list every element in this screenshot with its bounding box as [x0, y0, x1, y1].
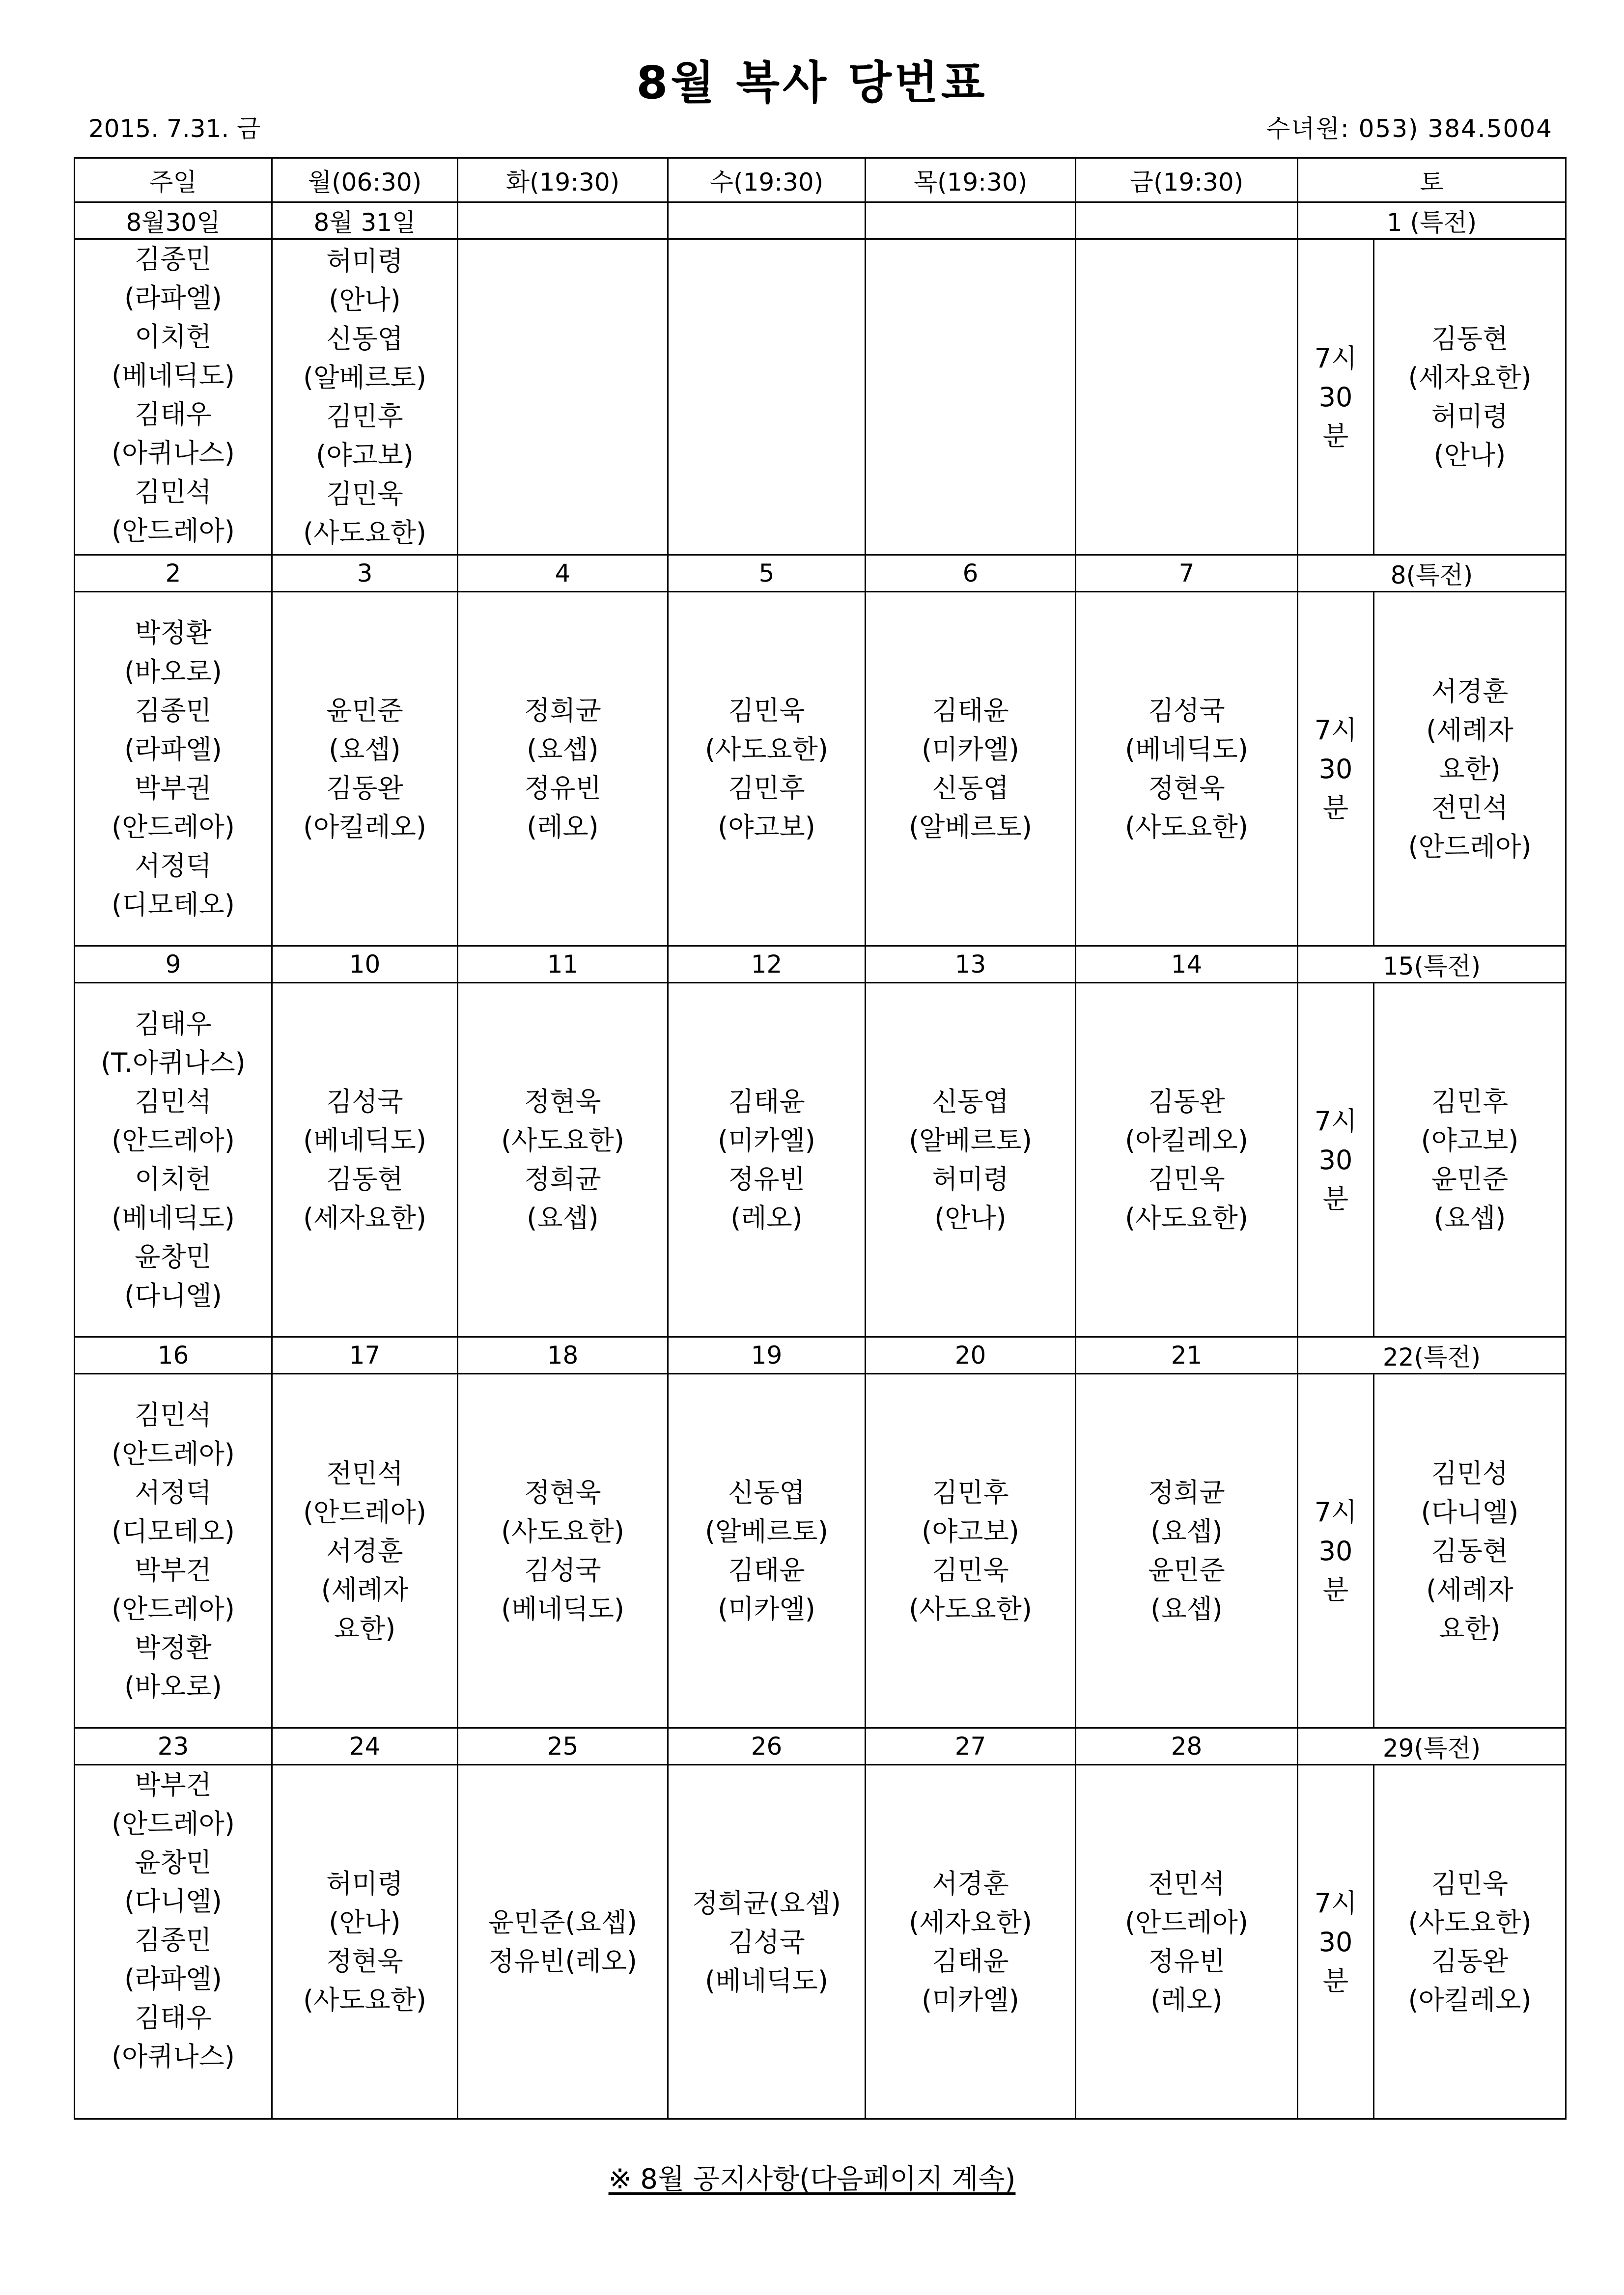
server-name-line: (야고보) — [718, 812, 815, 842]
date-cell: 19 — [668, 1337, 866, 1374]
server-name-line: 김태우 — [135, 2002, 212, 2033]
server-name-line: 윤창민 — [135, 1241, 212, 1272]
week-date-row — [75, 202, 1566, 239]
date-cell: 1 (특전) — [1298, 202, 1566, 239]
server-name-line: 서정덕 — [135, 1477, 212, 1508]
server-name-line: (안드레아) — [112, 1438, 235, 1469]
server-name-line: 정유빈(레오) — [488, 1946, 637, 1977]
server-name-line: (안드레아) — [303, 1496, 426, 1528]
date-cell: 10 — [272, 946, 458, 983]
server-name-line: (안드레아) — [112, 1808, 235, 1839]
assignment-cell — [1374, 1765, 1566, 2119]
server-name-line: 김성국 — [728, 1926, 805, 1958]
server-name-line: (레오) — [730, 1203, 803, 1233]
assignment-cell — [1076, 239, 1298, 555]
server-name-line: (라파엘) — [124, 282, 222, 313]
server-name-line: 김태우 — [135, 399, 212, 430]
assignment-cell — [1374, 592, 1566, 946]
assignment-cell — [866, 1765, 1076, 2119]
assignment-cell — [1076, 983, 1298, 1337]
assignment-cell — [458, 983, 668, 1337]
server-name-line: (미카엘) — [718, 1125, 815, 1156]
server-name-line: (안나) — [329, 284, 401, 315]
server-name-line: (베네딕도) — [112, 1203, 235, 1233]
date-cell: 25 — [458, 1728, 668, 1765]
assignment-cell — [272, 239, 458, 555]
assignment-cell — [866, 239, 1076, 555]
server-name-line: 김동완 — [1431, 1946, 1509, 1977]
assignment-cell — [272, 983, 458, 1337]
server-name-line: 김성국 — [1148, 695, 1225, 726]
server-name-line: (야고보) — [316, 440, 414, 471]
week-assignment-row — [75, 592, 1566, 946]
server-name-line: (레오) — [527, 812, 599, 842]
server-name-line: 김민욱 — [728, 695, 805, 726]
time-text: 30 — [1318, 1144, 1353, 1175]
date-cell: 24 — [272, 1728, 458, 1765]
server-name-line: 허미령 — [326, 1868, 403, 1899]
server-name-line: (사도요한) — [501, 1125, 624, 1156]
header-tuesday: 화(19:30) — [458, 158, 668, 202]
assignment-cell — [668, 239, 866, 555]
server-name-line: 서경훈 — [932, 1868, 1009, 1899]
server-name-line: 서경훈 — [1431, 675, 1509, 707]
server-name-line: (안드레아) — [112, 812, 235, 842]
server-name-line: 신동엽 — [728, 1477, 805, 1508]
server-name-line: (알베르토) — [909, 1125, 1032, 1156]
date-cell: 9 — [75, 946, 272, 983]
assignment-cell — [75, 239, 272, 555]
server-name-line: 김태윤 — [932, 695, 1009, 726]
server-name-line: 김종민 — [135, 695, 212, 726]
server-name-line: (아킬레오) — [303, 812, 426, 842]
time-text: 7시 — [1314, 714, 1357, 746]
header-wednesday: 수(19:30) — [668, 158, 866, 202]
server-name-line: 정유빈 — [1148, 1946, 1225, 1977]
server-name-line: 김민욱 — [1431, 1868, 1509, 1899]
assignment-cell — [668, 592, 866, 946]
server-name-line: 전민석 — [326, 1457, 403, 1489]
server-name-line: (사도요한) — [303, 517, 426, 548]
saturday-time-cell — [1298, 239, 1374, 555]
week-assignment-row — [75, 1374, 1566, 1728]
server-name-line: (요셉) — [527, 734, 599, 765]
date-cell: 27 — [866, 1728, 1076, 1765]
date-cell: 29(특전) — [1298, 1728, 1566, 1765]
server-name-line: (디모테오) — [112, 889, 235, 920]
server-name-line: (안드레아) — [112, 1594, 235, 1624]
assignment-cell — [866, 983, 1076, 1337]
server-name-line: (베네딕도) — [303, 1125, 426, 1156]
date-cell: 17 — [272, 1337, 458, 1374]
server-name-line: 김민후 — [932, 1477, 1009, 1508]
server-name-line: 정현욱 — [326, 1946, 403, 1977]
time-text: 7시 — [1314, 1887, 1357, 1919]
server-name-line: 김동현 — [1431, 323, 1509, 354]
server-name-line: (미카엘) — [718, 1594, 815, 1624]
server-name-line: (디모테오) — [112, 1516, 235, 1547]
assignment-cell — [866, 592, 1076, 946]
server-name-line: (요셉) — [329, 734, 401, 765]
server-name-line: 윤민준 — [1431, 1164, 1509, 1195]
server-name-line: 김종민 — [135, 244, 212, 275]
date-cell: 12 — [668, 946, 866, 983]
header-monday: 월(06:30) — [272, 158, 458, 202]
header-friday: 금(19:30) — [1076, 158, 1298, 202]
assignment-cell — [1076, 1765, 1298, 2119]
document-date: 2015. 7.31. 금 — [88, 114, 261, 143]
server-name-line: (다니엘) — [124, 1280, 222, 1311]
server-name-line: (아킬레오) — [1408, 1985, 1532, 2015]
assignment-cell — [272, 1374, 458, 1728]
date-cell: 28 — [1076, 1728, 1298, 1765]
server-name-line: 김종민 — [135, 1925, 212, 1956]
server-name-line: 김민후 — [326, 401, 403, 432]
server-name-line: 김태윤 — [932, 1946, 1009, 1977]
server-name-line: 서경훈 — [326, 1535, 403, 1567]
week-assignment-row — [75, 983, 1566, 1337]
server-name-line: 윤창민 — [135, 1847, 212, 1878]
server-name-line: (베네딕도) — [1125, 734, 1248, 765]
server-name-line: 정유빈 — [728, 1164, 805, 1195]
schedule-table — [74, 157, 1567, 2120]
server-name-line: (세례자 — [1426, 1574, 1513, 1605]
header-saturday: 토 — [1298, 158, 1566, 202]
date-cell: 14 — [1076, 946, 1298, 983]
server-name-line: (알베르토) — [705, 1516, 828, 1547]
server-name-line: 김민후 — [1431, 1086, 1509, 1117]
date-cell: 15(특전) — [1298, 946, 1566, 983]
assignment-cell — [1076, 592, 1298, 946]
date-cell — [1076, 202, 1298, 239]
server-name-line: 김민후 — [728, 773, 805, 804]
server-name-line: 박정환 — [135, 617, 212, 648]
assignment-cell — [458, 239, 668, 555]
server-name-line: (미카엘) — [922, 734, 1019, 765]
week-assignment-row — [75, 1765, 1566, 2119]
server-name-line: 정유빈 — [524, 773, 601, 804]
server-name-line: (라파엘) — [124, 734, 222, 765]
server-name-line: 전민석 — [1431, 792, 1509, 823]
server-name-line: 허미령 — [326, 246, 403, 277]
assignment-cell — [1374, 1374, 1566, 1728]
server-name-line: 김태윤 — [728, 1086, 805, 1117]
server-name-line: 신동엽 — [932, 1086, 1009, 1117]
date-cell: 8월30일 — [75, 202, 272, 239]
week-date-row — [75, 555, 1566, 592]
date-cell — [866, 202, 1076, 239]
server-name-line: 서정덕 — [135, 850, 212, 881]
assignment-cell — [668, 983, 866, 1337]
server-name-line: 김민욱 — [326, 478, 403, 509]
server-name-line: (요셉) — [527, 1203, 599, 1233]
server-name-line: 요한) — [1439, 753, 1501, 784]
server-name-line: 전민석 — [1148, 1868, 1225, 1899]
server-name-line: 이치헌 — [135, 321, 212, 352]
server-name-line: (세자요한) — [909, 1907, 1032, 1938]
server-name-line: (미카엘) — [922, 1985, 1019, 2015]
server-name-line: 신동엽 — [932, 773, 1009, 804]
footer-text: ※ 8월 공지사항(다음페이지 계속) — [608, 2163, 1016, 2195]
server-name-line: (요셉) — [1150, 1594, 1223, 1624]
server-name-line: 김민성 — [1431, 1457, 1509, 1489]
date-cell — [668, 202, 866, 239]
server-name-line: 허미령 — [932, 1164, 1009, 1195]
server-name-line: (레오) — [1150, 1985, 1223, 2015]
week-date-row — [75, 1337, 1566, 1374]
server-name-line: (바오로) — [124, 656, 222, 687]
server-name-line: (라파엘) — [124, 1963, 222, 1994]
server-name-line: 김민욱 — [1148, 1164, 1225, 1195]
date-cell: 22(특전) — [1298, 1337, 1566, 1374]
date-cell: 2 — [75, 555, 272, 592]
date-cell: 6 — [866, 555, 1076, 592]
time-text: 분 — [1322, 792, 1349, 823]
server-name-line: (바오로) — [124, 1671, 222, 1702]
server-name-line: (아퀴나스) — [112, 2041, 235, 2072]
assignment-cell — [668, 1374, 866, 1728]
server-name-line: 정희균(요셉) — [692, 1887, 841, 1919]
server-name-line: (안드레아) — [112, 1125, 235, 1156]
date-cell: 8월 31일 — [272, 202, 458, 239]
server-name-line: 김태윤 — [728, 1555, 805, 1586]
server-name-line: 요한) — [1439, 1613, 1501, 1644]
server-name-line: (안드레아) — [112, 515, 235, 546]
server-name-line: (세례자 — [1426, 714, 1513, 746]
server-name-line: 김민석 — [135, 1086, 212, 1117]
assignment-cell — [75, 1765, 272, 2119]
header-thursday: 목(19:30) — [866, 158, 1076, 202]
server-name-line: 신동엽 — [326, 323, 403, 354]
assignment-cell — [458, 592, 668, 946]
assignment-cell — [1374, 983, 1566, 1337]
server-name-line: (안나) — [329, 1907, 401, 1938]
date-cell: 8(특전) — [1298, 555, 1566, 592]
server-name-line: 정희균 — [1148, 1477, 1225, 1508]
date-cell: 26 — [668, 1728, 866, 1765]
date-cell: 13 — [866, 946, 1076, 983]
server-name-line: 김동완 — [326, 773, 403, 804]
saturday-time-cell — [1298, 983, 1374, 1337]
server-name-line: 이치헌 — [135, 1164, 212, 1195]
header-sunday: 주일 — [75, 158, 272, 202]
server-name-line: 김민석 — [135, 1399, 212, 1430]
server-name-line: (사도요한) — [1125, 1203, 1248, 1233]
week-date-row — [75, 946, 1566, 983]
assignment-cell — [1374, 239, 1566, 555]
date-cell: 3 — [272, 555, 458, 592]
server-name-line: 박부건 — [135, 1769, 212, 1800]
server-name-line: 김민욱 — [932, 1555, 1009, 1586]
time-text: 30 — [1318, 1926, 1353, 1958]
server-name-line: 정현욱 — [524, 1086, 601, 1117]
date-cell: 20 — [866, 1337, 1076, 1374]
server-name-line: 박정환 — [135, 1632, 212, 1663]
server-name-line: 요한) — [334, 1613, 396, 1644]
date-cell: 16 — [75, 1337, 272, 1374]
server-name-line: (T.아퀴나스) — [101, 1047, 246, 1078]
server-name-line: (베네딕도) — [112, 360, 235, 391]
time-text: 분 — [1322, 1183, 1349, 1214]
server-name-line: (다니엘) — [124, 1886, 222, 1917]
saturday-time-cell — [1298, 592, 1374, 946]
server-name-line: (요셉) — [1433, 1203, 1506, 1233]
date-cell — [458, 202, 668, 239]
server-name-line: (다니엘) — [1421, 1496, 1519, 1528]
server-name-line: 김동완 — [1148, 1086, 1225, 1117]
server-name-line: 윤민준 — [1148, 1555, 1225, 1586]
assignment-cell — [458, 1374, 668, 1728]
week-date-row — [75, 1728, 1566, 1765]
server-name-line: (사도요한) — [1408, 1907, 1532, 1938]
time-text: 30 — [1318, 381, 1353, 413]
server-name-line: (안나) — [934, 1203, 1007, 1233]
assignment-cell — [75, 1374, 272, 1728]
server-name-line: (세례자 — [321, 1574, 409, 1605]
time-text: 분 — [1322, 1574, 1349, 1605]
server-name-line: (사도요한) — [303, 1985, 426, 2015]
assignment-cell — [458, 1765, 668, 2119]
saturday-time-cell — [1298, 1765, 1374, 2119]
server-name-line: 정희균 — [524, 1164, 601, 1195]
date-cell: 18 — [458, 1337, 668, 1374]
server-name-line: (알베르토) — [909, 812, 1032, 842]
server-name-line: 윤민준 — [326, 695, 403, 726]
server-name-line: 정현욱 — [524, 1477, 601, 1508]
week-assignment-row — [75, 239, 1566, 555]
server-name-line: (세자요한) — [1408, 362, 1532, 393]
time-text: 분 — [1322, 1965, 1349, 1996]
weekday-header-row — [75, 158, 1566, 202]
server-name-line: 김성국 — [524, 1555, 601, 1586]
server-name-line: (아퀴나스) — [112, 438, 235, 469]
time-text: 7시 — [1314, 1105, 1357, 1137]
server-name-line: 윤민준(요셉) — [488, 1907, 637, 1938]
server-name-line: (안나) — [1433, 440, 1506, 471]
date-cell: 21 — [1076, 1337, 1298, 1374]
assignment-cell — [75, 983, 272, 1337]
date-cell: 7 — [1076, 555, 1298, 592]
server-name-line: (안드레아) — [1125, 1907, 1248, 1938]
assignment-cell — [272, 592, 458, 946]
server-name-line: (아킬레오) — [1125, 1125, 1248, 1156]
server-name-line: 박부건 — [135, 1555, 212, 1586]
server-name-line: 정희균 — [524, 695, 601, 726]
time-text: 30 — [1318, 753, 1353, 784]
assignment-cell — [1076, 1374, 1298, 1728]
server-name-line: (사도요한) — [705, 734, 828, 765]
server-name-line: 박부권 — [135, 773, 212, 804]
server-name-line: 김민석 — [135, 476, 212, 507]
time-text: 30 — [1318, 1535, 1353, 1567]
footer-notice — [0, 2157, 1624, 2197]
server-name-line: 김동현 — [326, 1164, 403, 1195]
date-cell: 4 — [458, 555, 668, 592]
server-name-line: 허미령 — [1431, 401, 1509, 432]
time-text: 7시 — [1314, 1496, 1357, 1528]
server-name-line: (세자요한) — [303, 1203, 426, 1233]
date-cell: 23 — [75, 1728, 272, 1765]
server-name-line: 김성국 — [326, 1086, 403, 1117]
server-name-line: 김태우 — [135, 1008, 212, 1039]
date-cell: 5 — [668, 555, 866, 592]
server-name-line: (야고보) — [1421, 1125, 1519, 1156]
time-text: 7시 — [1314, 342, 1357, 374]
server-name-line: (알베르토) — [303, 362, 426, 393]
server-name-line: 정현욱 — [1148, 773, 1225, 804]
date-cell: 11 — [458, 946, 668, 983]
time-text: 분 — [1322, 420, 1349, 451]
assignment-cell — [272, 1765, 458, 2119]
contact-phone: 수녀원: 053) 384.5004 — [1266, 114, 1553, 143]
server-name-line: (요셉) — [1150, 1516, 1223, 1547]
server-name-line: (안드레아) — [1408, 831, 1532, 862]
server-name-line: 김동현 — [1431, 1535, 1509, 1567]
server-name-line: (베네딕도) — [501, 1594, 624, 1624]
assignment-cell — [866, 1374, 1076, 1728]
assignment-cell — [75, 592, 272, 946]
assignment-cell — [668, 1765, 866, 2119]
saturday-time-cell — [1298, 1374, 1374, 1728]
server-name-line: (사도요한) — [909, 1594, 1032, 1624]
server-name-line: (야고보) — [922, 1516, 1019, 1547]
page-title: 8월 복사 당번표 — [636, 56, 988, 109]
server-name-line: (사도요한) — [1125, 812, 1248, 842]
server-name-line: (베네딕도) — [705, 1965, 828, 1996]
server-name-line: (사도요한) — [501, 1516, 624, 1547]
